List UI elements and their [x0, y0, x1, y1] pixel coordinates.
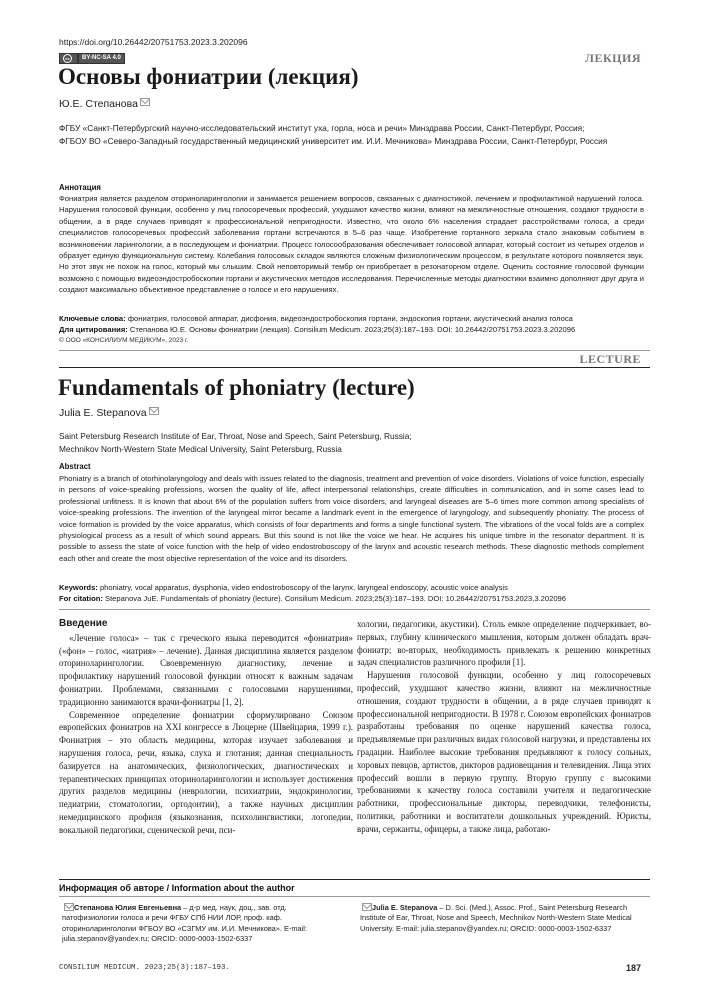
author-info-text-ru: – д-р мед. наук, доц., зав. отд. патофизиологии голоса и речи ФГБУ СПб НИИ ЛОР, проф. каф. оториноларингологии ФГБОУ ВО «СЗГМУ им. И.И. Мечникова». E-mail: julia.stepanov@yandex.ru; ORCID: 0000-0003-1502-6337	[62, 903, 307, 943]
author-info-name-ru: Степанова Юлия Евгеньевна	[74, 903, 182, 912]
body-paragraph: «Лечение голоса» – так с греческого языка переводится «фониатрия» («фон» – голос, «иатрия» – лечение). Данная дисциплина является разделом оториноларингологии. Своевременную диагностику, лечение и профилактику нарушений голосовой функции относят к важным задачам фониатрии. Проблемами, связанными с голосовыми нарушениями, традиционно занимаются врачи-фониатры [1, 2].	[59, 632, 353, 707]
citation-en	[59, 593, 649, 604]
section-label-en: LECTURE	[579, 352, 641, 366]
divider	[59, 350, 650, 351]
body-paragraph: хологии, педагогики, акустики). Столь емкое определение подчеркивает, во-первых, глубину клинического мышления, которым должен обладать врач-фониатр; во-вторых, необходимость привлекать к решению конкретных задач специалистов различного профиля [1].	[357, 619, 651, 668]
keywords-label-ru: Ключевые слова:	[59, 314, 126, 323]
author-ru	[59, 98, 150, 110]
email-icon[interactable]	[362, 903, 372, 911]
divider	[59, 896, 650, 897]
author-info-ru	[62, 903, 342, 944]
email-icon[interactable]	[64, 903, 74, 911]
author-name-en: Julia E. Stepanova	[59, 407, 147, 419]
author-name-ru: Ю.Е. Степанова	[59, 98, 138, 110]
citation-label-en: For citation:	[59, 594, 103, 603]
keywords-en	[59, 582, 649, 593]
copyright: © ООО «КОНСИЛИУМ МЕДИКУМ», 2023 г.	[59, 337, 189, 344]
citation-text-ru: Степанова Ю.Е. Основы фониатрии (лекция). Consilium Medicum. 2023;25(3):187–193. DOI: 10.26442/20751753.2023.3.202096	[129, 325, 576, 334]
license-label: BY-NC-SA 4.0	[78, 53, 125, 64]
divider	[59, 367, 650, 368]
section-label-ru: ЛЕКЦИЯ	[585, 51, 641, 65]
citation-ru	[59, 324, 649, 335]
affiliation-1-en: Saint Petersburg Research Institute of Ear, Throat, Nose and Speech, Saint Petersburg, Russia;	[59, 431, 412, 441]
body-column-right	[357, 618, 651, 836]
affiliation-2-en: Mechnikov North-Western State Medical University, Saint Petersburg, Russia	[59, 443, 342, 454]
affiliation-1-ru: ФГБУ «Санкт-Петербургский научно-исследовательский институт уха, горла, носа и речи» Минздрава России, Санкт-Петербург, Россия;	[59, 123, 585, 133]
page-number: 187	[625, 963, 641, 973]
email-icon[interactable]	[149, 407, 159, 415]
keywords-label-en: Keywords:	[59, 583, 98, 592]
body-column-left	[59, 618, 353, 837]
keywords-text-ru: фониатрия, голосовой аппарат, дисфония, видеоэндостробоскопия гортани, эндоскопия гортани, акустический анализ голоса	[127, 314, 573, 323]
doi-link[interactable]: https://doi.org/10.26442/20751753.2023.3.202096	[59, 37, 248, 47]
abstract-heading-ru: Аннотация	[59, 183, 101, 192]
author-info-name-en: Julia E. Stepanova	[372, 903, 438, 912]
title-ru: Основы фониатрии (лекция)	[58, 64, 359, 89]
body-paragraph: Нарушения голосовой функции, особенно у лиц голосоречевых профессий, ухудшают качество жизни, влияют на межличностные отношения, создают трудности в общении, а в ряде случаев приводят к профессиональной непригодности. В 1978 г. Союзом европейских фониатров разработаны требования по оценке нарушений качества голоса, предъявляемые при различных видах голосовой нагрузки, и представлены их градации. Наиболее высокие требования предъявляют к голосу сольных, хоровых певцов, артистов, дикторов радиовещания и телевидения. Лица этих профессий вошли в первую группу. Вторую группу с высокими требованиями к качеству голоса составили учителя и педагогические работники, профессиональные дикторы, переводчики, телефонисты, политики, работники и воспитатели дошкольных учреждений. Юристы, врачи, сержанты, офицеры, а также лица, работаю-	[357, 670, 651, 834]
affiliations-en	[59, 430, 649, 455]
body-paragraph: Современное определение фониатрии сформулировано Союзом европейских фониатров на XXI конгрессе в Люцерне (Швейцария, 1999 г.). Фониатрия – это область медицины, которая изучает заболевания и нарушения голоса, речи, языка, слуха и глотания; данная специальность базируется на анатомических, физиологических, диагностических и терапевтических принципах оториноларингологии и использует достижения других разделов медицины (неврологии, психиатрии, эндокринологии, педиатрии, стоматологии, ортодонтии), а также научных дисциплин немедицинского профиля (языкознания, психолингвистики, логопедии, вокальной педагогики, сценической речи, пси-	[59, 709, 353, 835]
license-badge	[59, 54, 125, 63]
cc-icon: cc	[59, 53, 78, 64]
keywords-text-en: phoniatry, vocal apparatus, dysphonia, video endostroboscopy of the larynx, laryngeal endoscopy, acoustic voice analysis	[99, 583, 508, 592]
abstract-heading-en: Abstract	[59, 462, 91, 471]
author-info-en	[360, 903, 640, 934]
divider	[59, 609, 650, 610]
citation-label-ru: Для цитирования:	[59, 325, 128, 334]
abstract-ru: Фониатрия является разделом оториноларингологии и занимается решением вопросов, связанных с диагностикой, лечением и профилактикой нарушений голоса. Нарушения голосовой функции, особенно у лиц голосоречевых профессий, ухудшают качество жизни, влияют на межличностные отношения, создают трудности в общении, а в ряде случаев приводят к профессиональной непригодности. Известно, что около 6% населения страдает расстройствами голоса, а среди специалистов голосоречевых профессий заболевания гортани встречаются в 5–6 раз чаще. Изобретение гортанного зеркала стало знаковым событием в возникновении ларингологии, а в последующем и фониатрии. Процесс голосообразования обеспечивает голосовой аппарат, который состоит из четырех отделов и образует единую функциональную систему. Колебания голосовых складок являются сложным физиологическим процессом, в результате которого появляется звук. Но этот звук не похож на голос, который мы слышим. Свой неповторимый тембр он приобретает в резонаторном отделе. Оценить состояние голосовой функции возможно с помощью видеоэндостробоскопии гортани и акустических методов исследования. Перечисленные методы диагностики взаимно дополняют друг друга и создают максимально объективное представление о голосе и его нарушениях.	[59, 194, 644, 295]
divider	[59, 879, 650, 880]
citation-text-en: Stepanova JuE. Fundamentals of phoniatry (lecture). Consilium Medicum. 2023;25(3):187–193. DOI: 10.26442/20751753.2023.3.202096	[105, 594, 566, 603]
keywords-ru	[59, 313, 649, 324]
title-en: Fundamentals of phoniatry (lecture)	[58, 375, 415, 400]
author-info-text-en: – D. Sci. (Med.), Assoc. Prof., Saint Petersburg Research Institute of Ear, Throat, Nose and Speech, Mechnikov North-Western State Medical University. E-mail: julia.stepanov@yandex.ru; ORCID: 0000-0003-1502-6337	[360, 903, 632, 933]
author-en	[59, 407, 159, 419]
email-icon[interactable]	[140, 98, 150, 106]
intro-heading: Введение	[59, 618, 108, 629]
affiliation-2-ru: ФГБОУ ВО «Северо-Западный государственный медицинский университет им. И.И. Мечникова» Минздрава России, Санкт-Петербург, Россия	[59, 135, 608, 146]
journal-footer: CONSILIUM MEDICUM. 2023;25(3):187–193.	[59, 964, 231, 972]
abstract-en: Phoniatry is a branch of otorhinolaryngology and deals with issues related to the diagnosis, treatment and prevention of voice disorders. Violations of voice function, especially in persons of voice-speaking professions, worsen the quality of life, affect interpersonal relationships, create difficulties in communication, and in some cases lead to professional unfitness. It is known that about 6% of the population suffers from voice disorders, and laryngeal diseases are 5–6 times more common among specialists of voice-speaking professions. The invention of the laryngeal mirror became a landmark event in the emergence of laryngology, and subsequently phoniatry. The process of voice formation is provided by the voice apparatus, which consists of four departments and forms a single functional system. The vibrations of the vocal folds are a complex physiological process as a result of which sound appears. But this sound is not like the voice we hear. He acquires his unique timbre in the resonator department. It is possible to assess the state of voice function with the help of video endostroboscopy of the larynx and acoustic research methods. These diagnostic methods complement each other and create the most objective representation of the voice and its disorders.	[59, 474, 644, 563]
affiliations-ru	[59, 122, 649, 147]
author-info-heading: Информация об авторе / Information about the author	[59, 883, 295, 893]
